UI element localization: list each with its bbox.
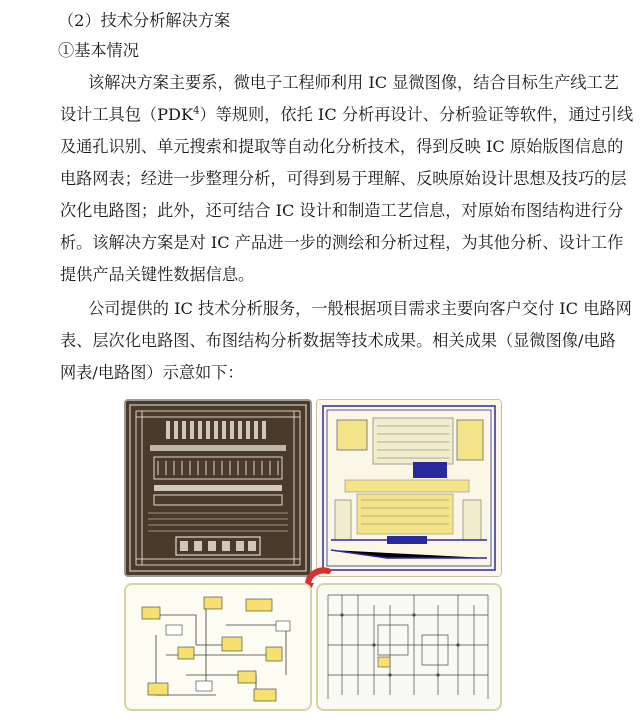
footnote-mark: 4 xyxy=(193,105,200,117)
paragraph-line: 析。该解决方案是对 IC 产品进一步的测绘和分析过程，为其他分析、设计工作 xyxy=(60,233,624,252)
layout-netlist-image xyxy=(316,399,502,577)
text-span: ）等规则，依托 IC 分析再设计、分析验证等软件，通过引线 xyxy=(199,105,634,124)
paragraph-line: 电路网表；经进一步整理分析，可得到易于理解、反映原始设计思想及技巧的层 xyxy=(60,169,627,188)
paragraph-line: 表、层次化电路图、布图结构分析数据等技术成果。相关成果（显微图像/电路 xyxy=(60,331,616,350)
paragraph-line: 次化电路图；此外，还可结合 IC 设计和制造工艺信息，对原始布图结构进行分 xyxy=(60,201,624,220)
block-diagram-image xyxy=(124,583,312,711)
die-micrograph-image xyxy=(124,399,312,577)
paragraph-line: 及通孔识别、单元搜索和提取等自动化分析技术，得到反映 IC 原始版图信息的 xyxy=(60,137,624,156)
paragraph-line xyxy=(60,104,633,126)
paragraph-line: 该解决方案主要系，微电子工程师利用 IC 显微图像，结合目标生产线工艺 xyxy=(88,73,619,92)
paragraph-line: 提供产品关键性数据信息。 xyxy=(60,265,255,284)
section-heading: （2）技术分析解决方案 xyxy=(58,11,231,30)
text-span: 设计工具包（PDK xyxy=(60,105,194,124)
paragraph-line: 公司提供的 IC 技术分析服务，一般根据项目需求主要向客户交付 IC 电路网 xyxy=(88,299,632,318)
subsection-heading: ①基本情况 xyxy=(58,41,139,60)
schematic-image xyxy=(316,583,502,711)
ic-analysis-figure xyxy=(124,399,504,711)
paragraph-line: 网表/电路图）示意如下： xyxy=(60,363,244,382)
